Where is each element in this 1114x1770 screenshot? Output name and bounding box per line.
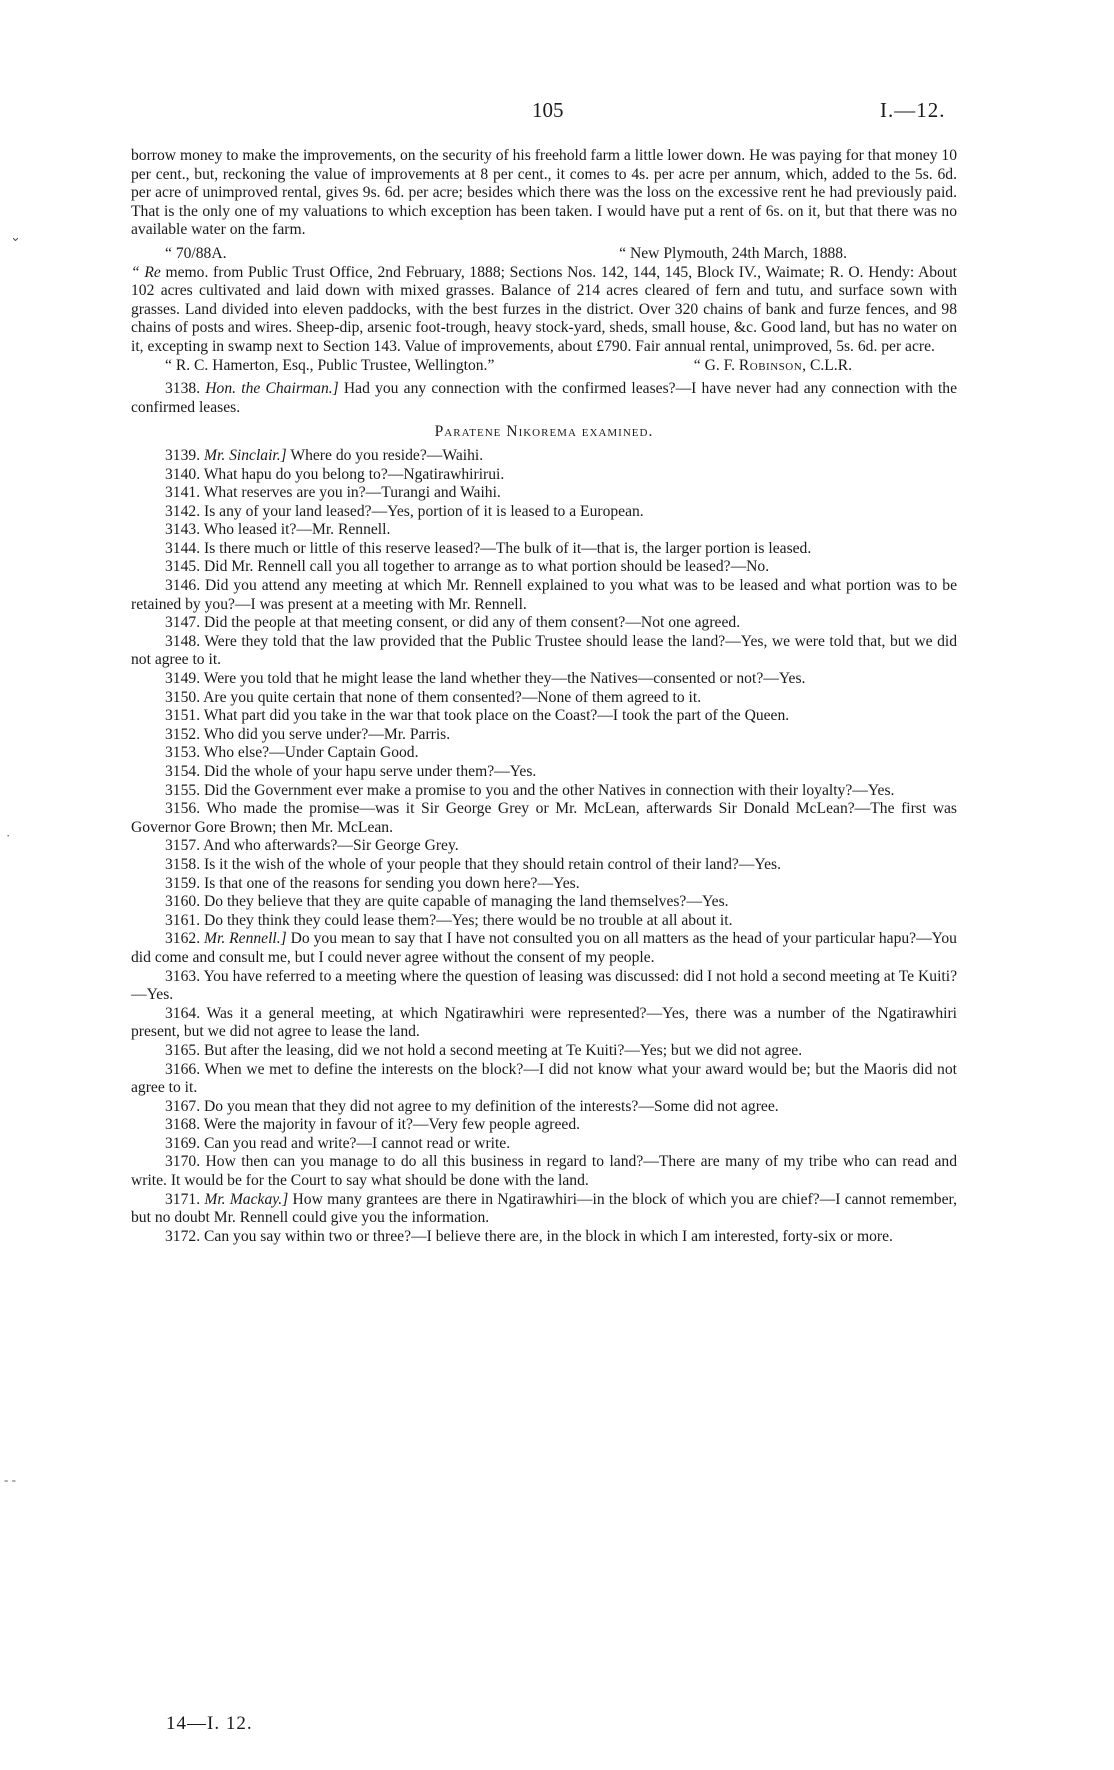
question-number: 3153. — [165, 744, 201, 762]
memo-reference: “ 70/88A. — [165, 244, 227, 262]
question-number: 3162. — [165, 930, 201, 948]
page-header — [0, 98, 1114, 128]
question-answer-item — [131, 1153, 957, 1190]
question-number: 3165. — [165, 1041, 201, 1059]
question-answer-text: Did the whole of your hapu serve under them?—Yes. — [204, 763, 537, 780]
question-answer-item — [131, 782, 957, 801]
question-answer-text: What reserves are you in?—Turangi and Waihi. — [203, 484, 501, 502]
speaker-label: Mr. Rennell.] — [204, 930, 287, 948]
document-reference: I.—12. — [880, 98, 946, 122]
question-answer-text: Were they told that the law provided that the Public Trustee should lease the land?—Yes, we were told that, but we did not agree to it. — [131, 632, 957, 669]
question-answer-item — [131, 633, 957, 670]
question-answer-text: Did the Government ever make a promise to you and the other Natives in connection with their loyalty?—Yes. — [204, 781, 895, 799]
question-answer-item — [131, 968, 957, 1005]
question-number: 3156. — [165, 800, 201, 818]
question-answer-text: Who else?—Under Captain Good. — [203, 744, 419, 762]
question-answer-text: Do you mean to say that I have not consulted you on all matters as the head of your particular hapu?—You did come and consult me, but I could never agree without the consent of my people. — [131, 930, 957, 966]
question-answer-item — [131, 1098, 957, 1117]
question-answer-item — [131, 875, 957, 894]
question-answer-text: Who made the promise—was it Sir George Grey or Mr. McLean, afterwards Sir Donald McLean?—The first was Governor Gore Brown; then Mr. McLean. — [131, 800, 957, 836]
question-answer-item — [131, 380, 957, 417]
memo-place-date: “ New Plymouth, 24th March, 1888. — [619, 244, 847, 262]
question-answer-text: Can you read and write?—I cannot read or write. — [204, 1134, 511, 1152]
question-answer-text: Was it a general meeting, at which Ngatirawhiri were represented?—Yes, there was a number of the Ngatirawhiri present, but we did not agree to lease the land. — [131, 1004, 957, 1041]
question-number: 3141. — [165, 484, 201, 502]
memo-text: memo. from Public Trust Office, 2nd February, 1888; Sections Nos. 142, 144, 145, Block IV., Waimate; R. O. Hendy: About 102 acres cultivated and laid down with mixed grasses. Balance of 214 acres cleared of fern and tutu, and surface sown with grasses. Land divided into eleven paddocks, with the best furzes in the district. Over 320 chains of bank and furze fences, and 98 chains of posts and wires. Sheep-dip, arsenic foot-trough, heavy stock-yard, sheds, small house, &c. Good land, but has no water on it, excepting in swamp next to Section 143. Value of improvements, about £790. Fair annual rental, unimproved, 5s. 6d. per acre. — [131, 263, 957, 355]
page-body — [131, 147, 957, 1246]
question-answer-text: You have referred to a meeting where the question of leasing was discussed: did I not hold a second meeting at Te Kuiti?—Yes. — [131, 967, 957, 1004]
continued-paragraph: borrow money to make the improvements, on the security of his freehold farm a little lower down. He was paying for that money 10 per cent., but, reckoning the value of improvements at 8 per cent., it comes to 4s. per acre per annum, which, added to the 5s. 6d. per acre of unimproved rental, gives 9s. 6d. per acre; besides which there was the loss on the excessive rent he had previously paid. That is the only one of my valuations to which exception has been taken. I would have put a rent of 6s. on it, but that there was no available water on the farm. — [131, 147, 957, 239]
question-number: 3144. — [165, 539, 201, 557]
question-answer-text: Is that one of the reasons for sending you down here?—Yes. — [204, 874, 580, 892]
question-answer-text: Where do you reside?—Waihi. — [286, 446, 484, 464]
question-answer-item — [131, 763, 957, 782]
question-answer-item — [131, 1228, 957, 1247]
question-answer-list — [131, 447, 957, 1247]
memo-addressee: “ R. C. Hamerton, Esq., Public Trustee, Wellington.” — [165, 356, 495, 374]
page-number: 105 — [532, 98, 564, 122]
question-answer-text: When we met to define the interests on the block?—I did not know what your award would be; but the Maoris did not agree to it. — [131, 1060, 957, 1097]
question-answer-item — [131, 540, 957, 559]
question-answer-text: Did you attend any meeting at which Mr. Rennell explained to you what was to be leased and what portion was to be retained by you?—I was present at a meeting with Mr. Rennell. — [131, 577, 957, 613]
question-number: 3155. — [165, 781, 201, 799]
question-number: 3161. — [165, 911, 201, 929]
question-answer-item — [131, 577, 957, 614]
question-number: 3140. — [165, 465, 201, 483]
memo-body — [131, 264, 957, 357]
margin-tick-icon: ⌄ — [10, 229, 21, 244]
question-answer-text: Is any of your land leased?—Yes, portion of it is leased to a European. — [204, 502, 644, 520]
question-answer-item — [131, 503, 957, 522]
margin-tick-icon: · — [6, 828, 11, 843]
speaker-label: Hon. the Chairman.] — [205, 380, 339, 398]
question-answer-item — [131, 484, 957, 503]
speaker-label: Mr. Mackay.] — [204, 1190, 289, 1208]
question-number: 3167. — [165, 1097, 201, 1115]
question-answer-text: How then can you manage to do all this business in regard to land?—There are many of my tribe who can read and write. It would be for the Court to say what should be done with the land. — [131, 1153, 958, 1190]
question-number: 3160. — [165, 893, 201, 911]
question-answer-item — [131, 670, 957, 689]
witness-heading: Paratene Nikorema examined. — [434, 423, 654, 441]
question-answer-text: Did Mr. Rennell call you all together to arrange as to what portion should be leased?—No. — [204, 558, 770, 576]
question-answer-text: How many grantees are there in Ngatirawhiri—in the block of which you are chief?—I cannot remember, but no doubt Mr. Rennell could give you the information. — [131, 1190, 957, 1227]
question-answer-item — [131, 466, 957, 485]
question-answer-text: What part did you take in the war that took place on the Coast?—I took the part of the Queen. — [203, 707, 790, 725]
question-answer-item — [131, 726, 957, 745]
question-answer-text: Do you mean that they did not agree to my definition of the interests?—Some did not agree. — [204, 1097, 779, 1115]
question-answer-item — [131, 707, 957, 726]
question-answer-item — [131, 800, 957, 837]
question-number: 3138. — [165, 380, 201, 398]
question-answer-text: Were the majority in favour of it?—Very few people agreed. — [203, 1116, 581, 1134]
question-answer-item — [131, 447, 957, 466]
speaker-label: Mr. Sinclair.] — [204, 446, 287, 464]
memo-signature: “ G. F. Robinson, C.L.R. — [693, 356, 852, 374]
margin-dash-icon: - - — [4, 1472, 16, 1487]
question-answer-item — [131, 744, 957, 763]
question-answer-text: Is it the wish of the whole of your people that they should retain control of their land?—Yes. — [204, 855, 781, 873]
question-number: 3166. — [165, 1060, 201, 1078]
question-answer-item — [131, 930, 957, 967]
question-number: 3168. — [165, 1116, 201, 1134]
question-number: 3149. — [165, 670, 201, 688]
question-answer-item — [131, 689, 957, 708]
question-answer-item — [131, 1116, 957, 1135]
question-answer-item — [131, 912, 957, 931]
question-answer-item — [131, 1042, 957, 1061]
question-answer-text: Did the people at that meeting consent, or did any of them consent?—Not one agreed. — [204, 614, 741, 632]
question-number: 3152. — [165, 725, 201, 743]
question-answer-text: Do they think they could lease them?—Yes; there would be no trouble at all about it. — [204, 911, 733, 929]
question-answer-text: Were you told that he might lease the land whether they—the Natives—consented or not?—Yes. — [203, 670, 806, 688]
question-answer-text: Do they believe that they are quite capable of managing the land themselves?—Yes. — [204, 893, 729, 911]
question-number: 3164. — [165, 1004, 201, 1022]
question-answer-item — [131, 558, 957, 577]
question-number: 3157. — [165, 837, 201, 855]
question-number: 3145. — [165, 558, 201, 576]
question-number: 3146. — [165, 577, 201, 595]
question-number: 3142. — [165, 502, 201, 520]
question-answer-text: What hapu do you belong to?—Ngatirawhirirui. — [203, 465, 505, 483]
question-number: 3143. — [165, 521, 201, 539]
memo-dateline — [131, 245, 957, 264]
question-answer-item — [131, 1061, 957, 1098]
question-number: 3169. — [165, 1134, 201, 1152]
memo-signatures — [131, 357, 957, 376]
question-number: 3163. — [165, 967, 201, 985]
question-answer-item — [131, 614, 957, 633]
question-answer-item — [131, 837, 957, 856]
question-number: 3171. — [165, 1190, 201, 1208]
question-number: 3172. — [165, 1227, 201, 1245]
question-answer-item — [131, 1135, 957, 1154]
memo-re-label: “ Re — [131, 263, 161, 281]
question-answer-text: And who afterwards?—Sir George Grey. — [203, 837, 459, 855]
question-number: 3148. — [165, 632, 201, 650]
question-answer-item — [131, 1191, 957, 1228]
question-number: 3151. — [165, 707, 201, 725]
question-number: 3154. — [165, 763, 201, 780]
question-number: 3158. — [165, 855, 201, 873]
question-answer-text: Had you any connection with the confirmed leases?—I have never had any connection with the confirmed leases. — [131, 380, 957, 416]
question-number: 3139. — [165, 446, 201, 464]
question-answer-item — [131, 1005, 957, 1042]
question-answer-item — [131, 521, 957, 540]
question-answer-text: Who leased it?—Mr. Rennell. — [203, 521, 391, 539]
question-number: 3147. — [165, 614, 201, 632]
question-number: 3150. — [165, 688, 201, 706]
question-number: 3170. — [165, 1153, 201, 1171]
question-number: 3159. — [165, 874, 201, 892]
question-answer-text: Is there much or little of this reserve leased?—The bulk of it—that is, the larger portion is leased. — [204, 539, 812, 557]
question-answer-text: Are you quite certain that none of them consented?—None of them agreed to it. — [203, 688, 702, 706]
question-answer-item — [131, 856, 957, 875]
question-answer-text: But after the leasing, did we not hold a second meeting at Te Kuiti?—Yes; but we did not agree. — [204, 1041, 803, 1059]
signature-reference: 14—I. 12. — [166, 1713, 253, 1734]
question-answer-item — [131, 893, 957, 912]
question-answer-text: Who did you serve under?—Mr. Parris. — [203, 725, 451, 743]
question-answer-text: Can you say within two or three?—I believe there are, in the block in which I am interested, forty-six or more. — [204, 1227, 893, 1245]
pre-heading-questions — [131, 380, 957, 417]
